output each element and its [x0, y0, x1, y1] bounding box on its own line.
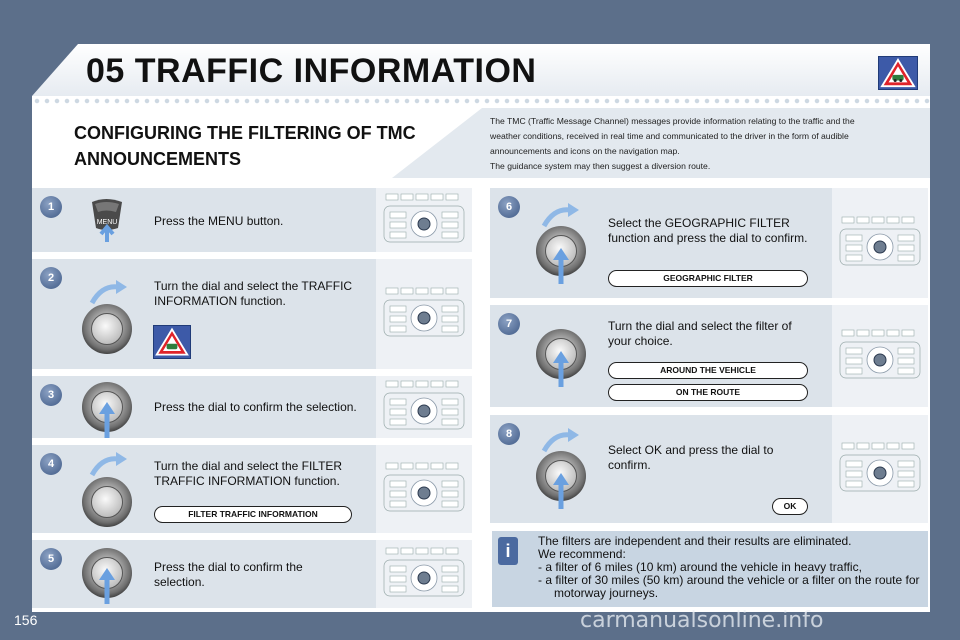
press-arrow-icon: [552, 349, 570, 387]
dial-control-icon: [82, 477, 132, 527]
traffic-warning-icon: [153, 325, 191, 359]
radio-faceplate-illustration: [376, 188, 472, 252]
radio-faceplate-illustration: [832, 415, 928, 523]
radio-faceplate-illustration: [376, 445, 472, 533]
info-line: We recommend:: [538, 547, 626, 561]
step-number-badge: 6: [498, 196, 520, 218]
step-number-badge: 7: [498, 313, 520, 335]
step-instruction: Turn the dial and select the FILTER TRAFFIC INFORMATION function.: [154, 459, 343, 488]
info-icon: i: [498, 537, 518, 565]
turn-arrow-icon: [540, 427, 580, 453]
radio-faceplate-drawing: [376, 259, 472, 369]
press-arrow-icon: [552, 471, 570, 509]
info-bullet: - a filter of 6 miles (10 km) around the vehicle in heavy traffic,: [538, 560, 862, 574]
step-instruction: Press the MENU button.: [154, 214, 284, 228]
info-bullet: - a filter of 30 miles (50 km) around the vehicle or a filter on the route for motorway journeys.: [538, 573, 920, 600]
radio-faceplate-drawing: [832, 415, 928, 523]
radio-faceplate-drawing: [832, 188, 928, 298]
step-number-badge: 3: [40, 384, 62, 406]
radio-faceplate-drawing: [376, 540, 472, 608]
press-arrow-icon: [98, 566, 116, 604]
turn-arrow-icon: [540, 202, 580, 228]
radio-faceplate-illustration: [832, 188, 928, 298]
intro-line: The guidance system may then suggest a diversion route.: [490, 161, 711, 171]
page-title: 05 TRAFFIC INFORMATION: [86, 52, 537, 90]
radio-faceplate-illustration: [376, 259, 472, 369]
info-text: [538, 535, 922, 600]
step-panel-1: [32, 188, 472, 252]
menu-option-ok[interactable]: OK: [772, 498, 808, 515]
step-panel-4: [32, 445, 472, 533]
turn-arrow-icon: [88, 279, 128, 305]
menu-button-icon: [86, 194, 128, 242]
radio-faceplate-illustration: [376, 540, 472, 608]
radio-faceplate-drawing: [376, 188, 472, 252]
press-arrow-icon: [98, 400, 116, 438]
decorative-dot-band: [32, 96, 930, 108]
step-instruction: Turn the dial and select the filter of your choice.: [608, 319, 792, 348]
radio-faceplate-drawing: [832, 305, 928, 407]
menu-option-geographic-filter[interactable]: GEOGRAPHIC FILTER: [608, 270, 808, 287]
turn-arrow-icon: [88, 451, 128, 477]
step-number-badge: 2: [40, 267, 62, 289]
traffic-warning-icon: [878, 56, 918, 90]
menu-option-filter-traffic-information[interactable]: FILTER TRAFFIC INFORMATION: [154, 506, 352, 523]
section-title: CONFIGURING THE FILTERING OF TMC ANNOUNCEMENTS: [74, 123, 416, 169]
step-instruction: Press the dial to confirm the selection.: [154, 400, 357, 414]
step-panel-5: [32, 540, 472, 608]
radio-faceplate-drawing: [376, 445, 472, 533]
radio-faceplate-illustration: [376, 376, 472, 438]
step-number-badge: 1: [40, 196, 62, 218]
page-number: 156: [14, 612, 38, 628]
info-panel: [492, 531, 928, 607]
radio-faceplate-illustration: [832, 305, 928, 407]
step-panel-7: [490, 305, 928, 407]
intro-line: weather conditions, received in real time and communicated to the driver in the form of audible: [490, 131, 849, 141]
intro-line: announcements and icons on the navigation map.: [490, 146, 680, 156]
intro-line: The TMC (Traffic Message Channel) messages provide information relating to the traffic and the: [490, 116, 855, 126]
info-line: The filters are independent and their results are eliminated.: [538, 534, 852, 548]
step-instruction: Select OK and press the dial to confirm.: [608, 443, 774, 472]
step-panel-8: [490, 415, 928, 523]
menu-button-label: MENU: [96, 219, 118, 226]
step-instruction: Turn the dial and select the TRAFFIC INFORMATION function.: [154, 279, 353, 308]
dial-control-icon: [82, 304, 132, 354]
step-panel-6: [490, 188, 928, 298]
step-number-badge: 5: [40, 548, 62, 570]
step-instruction: Select the GEOGRAPHIC FILTER function and press the dial to confirm.: [608, 216, 808, 245]
step-panel-2: [32, 259, 472, 369]
step-panel-3: [32, 376, 472, 438]
step-number-badge: 4: [40, 453, 62, 475]
press-arrow-icon: [552, 246, 570, 284]
intro-text: [490, 114, 910, 174]
header-corner: [32, 44, 78, 96]
watermark: carmanualsonline.info: [580, 608, 824, 633]
step-number-badge: 8: [498, 423, 520, 445]
step-instruction: Press the dial to confirm the selection.: [154, 560, 303, 589]
menu-option-around-the-vehicle[interactable]: AROUND THE VEHICLE: [608, 362, 808, 379]
menu-option-on-the-route[interactable]: ON THE ROUTE: [608, 384, 808, 401]
radio-faceplate-drawing: [376, 376, 472, 438]
